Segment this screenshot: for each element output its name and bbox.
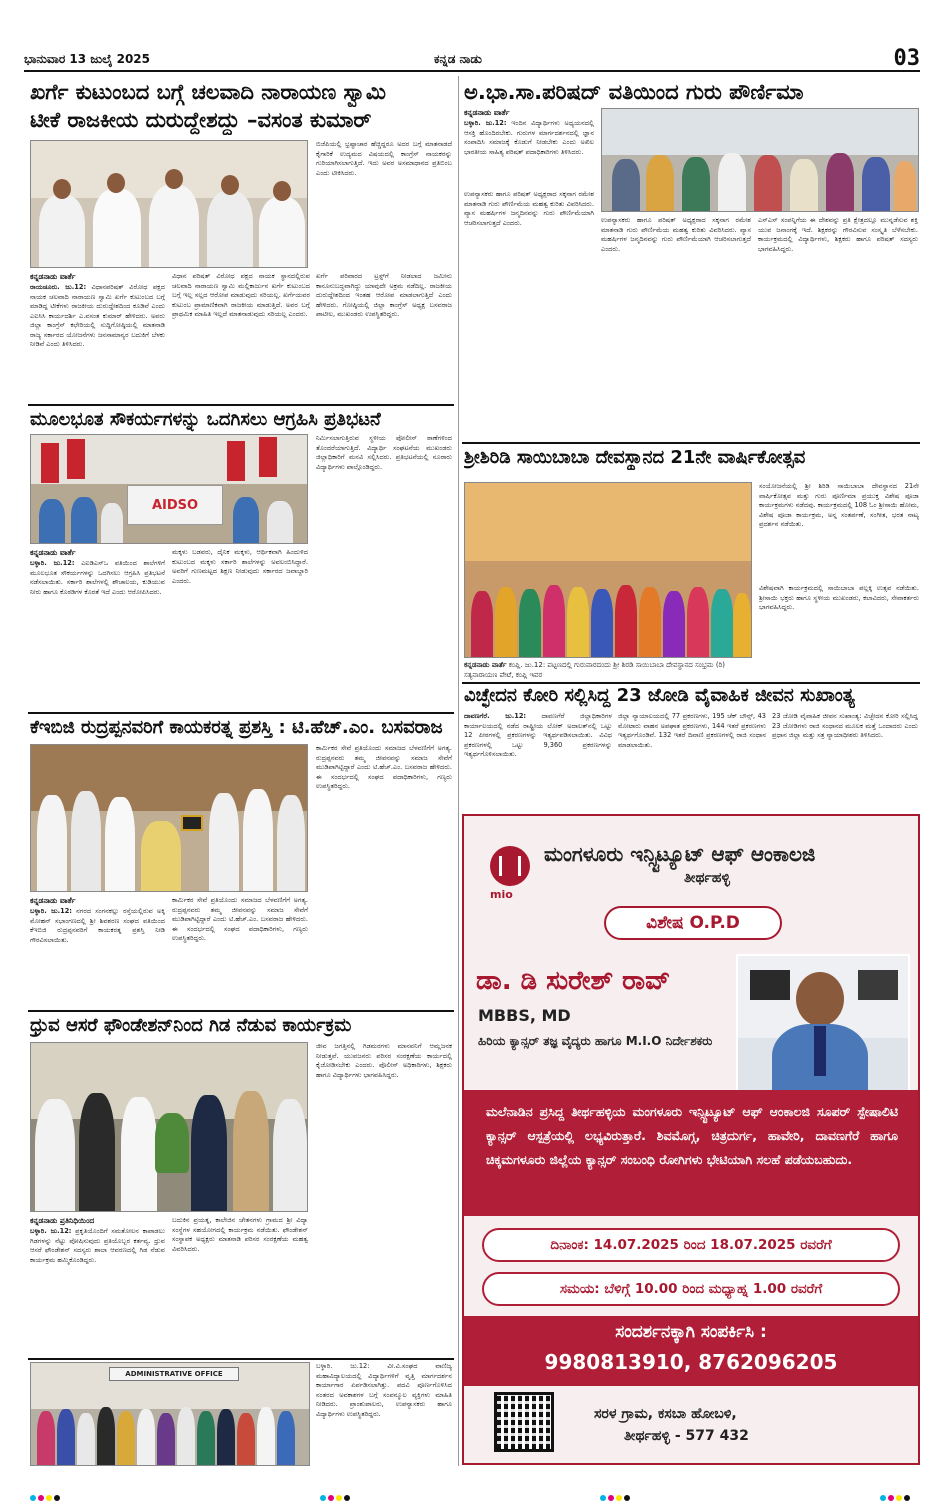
page-number: 03 xyxy=(893,46,920,71)
a3-photo xyxy=(30,434,308,544)
a5-col-2 xyxy=(618,712,766,804)
a6-col-2 xyxy=(172,896,308,1008)
column-divider xyxy=(458,76,459,1466)
mio-logo-icon xyxy=(490,846,530,886)
ad-institute-name: ಮಂಗಳೂರು ಇನ್ಸ್ಟಿಟ್ಯೂಟ್ ಆಫ್ ಆಂಕಾಲಜಿ xyxy=(544,842,816,866)
section-rule xyxy=(28,1358,454,1360)
a8-office-sign: ADMINISTRATIVE OFFICE xyxy=(109,1367,239,1381)
a3-body-1: ಎಐಡಿಎಸ್‌ಒ ವತಿಯಿಂದ ಶಾಲೆಗಳಿಗೆ ಮೂಲಭೂತ ಸೌಕರ್ಯಗಳನ್ನು ಒದಗಿಸಲು ಆಗ್ರಹಿಸಿ ಪ್ರತಿಭಟನೆ ನಡೆಸಲಾಯಿತು. ಸರ್ಕಾರಿ ಶಾಲೆಗಳಲ್ಲಿ ಶೌಚಾಲಯ, ಕುಡಿಯುವ ನೀರು ಹಾಗೂ ಕೊಠಡಿಗಳ ಕೊರತೆ ಇದೆ ಎಂದು ಆರೋಪಿಸಿದರು. xyxy=(30,559,165,596)
a3-body-2: ಮಕ್ಕಳು ಬಡವರು, ದೈನಿಕ ಮಕ್ಕಳು, ಆರ್ಥಿಕವಾಗಿ ಹಿಂದುಳಿದ ಕುಟುಂಬದ ಮಕ್ಕಳು ಸರ್ಕಾರಿ ಶಾಲೆಗಳನ್ನು ಅವಲಂಬಿಸಿದ್ದಾರೆ. ಅವರಿಗೆ ಗುಣಮಟ್ಟದ ಶಿಕ್ಷಣ ನೀಡುವುದು ಸರ್ಕಾರದ ಜವಾಬ್ದಾರಿ ಎಂದರು. xyxy=(172,548,308,585)
a2-body-2: ಉಪನ್ಯಾಸಕರು ಹಾಗೂ ಪರಿಷತ್ ಅಧ್ಯಕ್ಷರಾದ ಸಕ್ಕನಾಗ ರಮೇಶ ಮಾತನಾಡಿ ಗುರು ಪೌರ್ಣಿಮೆಯ ಮಹತ್ವ ಕುರಿತು ವಿವರಿಸಿದರು. ವ್ಯಾಸ ಮಹರ್ಷಿಗಳ ಜನ್ಮದಿನವನ್ನು ಗುರು ಪೌರ್ಣಿಮೆಯಾಗಿ ಆಚರಿಸಲಾಗುತ್ತದೆ ಎಂದರು. xyxy=(464,190,594,227)
ad-description: ಮಲೆನಾಡಿನ ಪ್ರಸಿದ್ದ ತೀರ್ಥಹಳ್ಳಿಯ ಮಂಗಳೂರು ಇನ್ಸ್ಟಿಟ್ಯೂಟ್ ಆಫ್ ಆಂಕಾಲಜಿ ಸೂಪರ್ ಸ್ಪೇಷಾಲಿಟಿ ಕ್ಯಾನ್ಸರ್ ಆಸ್ಪತ್ರೆಯಲ್ಲಿ ಲಭ್ಯವಿರುತ್ತಾರೆ. ಶಿವಮೊಗ್ಗ, ಚಿತ್ರದುರ್ಗ, ಹಾವೇರಿ, ದಾವಣಗೆರೆ ಹಾಗೂ ಚಿಕ್ಕಮಗಳೂರು ಜಿಲ್ಲೆಯ ಕ್ಯಾನ್ಸರ್ ಸಂಬಂಧಿ ರೋಗಿಗಳು ಭೇಟಿಯಾಗಿ ಸಲಹೆ ಪಡೆಯಬಹುದು. xyxy=(486,1104,898,1167)
paper-name: ಕನ್ನಡ ನಾಡು xyxy=(434,52,482,66)
a3-headline: ಮೂಲಭೂತ ಸೌಕರ್ಯಗಳನ್ನು ಒದಗಿಸಲು ಆಗ್ರಹಿಸಿ ಪ್ರತಿಭಟನೆ xyxy=(30,409,381,430)
a4-photo xyxy=(464,482,752,658)
a5-body-2: ಜಿಲ್ಲಾ ನ್ಯಾಯಾಲಯದಲ್ಲಿ 77 ಪ್ರಕರಣಗಳು, 195 ಚೆಕ್ ಬೌನ್ಸ್, 43 ಮೋಟಾರು ವಾಹನ ಅಪಘಾತ ಪ್ರಕರಣಗಳು, 144 ಇತರೆ ಪ್ರಕರಣಗಳು ಇತ್ಯರ್ಥಗೊಂಡಿವೆ. 132 ಇತರೆ ದಿವಾಣಿ ಪ್ರಕರಣಗಳಲ್ಲಿ ರಾಜಿ ಸಂಧಾನ ಮಾಡಲಾಯಿತು. xyxy=(618,712,766,749)
section-rule xyxy=(28,712,454,714)
a1-body-2: ವಿಧಾನ ಪರಿಷತ್ ವಿರೋಧ ಪಕ್ಷದ ನಾಯಕ ಸ್ಥಾನದಲ್ಲಿರುವ ಚಲವಾದಿ ನಾರಾಯಣ ಸ್ವಾಮಿ ಮಲ್ಲಿಕಾರ್ಜುನ ಖರ್ಗೆ ಕುಟುಂಬದ ಬಗ್ಗೆ ಇಲ್ಲ ಸಲ್ಲದ ಆರೋಪ ಮಾಡುವುದು ಸರಿಯಲ್ಲ. ಖರ್ಗೆಯವರ ಕುಟುಂಬ ಪ್ರಾಮಾಣಿಕವಾಗಿ ರಾಜಕೀಯ ಮಾಡುತ್ತಿದೆ. ಅವರ ಬಗ್ಗೆ ಪ್ರಾಥಮಿಕ ಮಾಹಿತಿ ಇಲ್ಲದೆ ಮಾತನಾಡುವುದು ಸರಿಯಲ್ಲ ಎಂದರು. xyxy=(172,272,310,318)
a4-caption-text: ಕಂಪ್ಲಿ. ಜು.12: ಪಟ್ಟಣದಲ್ಲಿ ಗುರುವಾರದಂದು ಶ್ರೀ ಶಿರಡಿ ಸಾಯಿಬಾಬಾ ದೇವಸ್ಥಾನದ ಸಂಭ್ರಮ (ರಿ) ಸತ್ಯನಾರಾಯಣ ಪೇಟೆ, ಕಂಪ್ಲಿ ಇವರ xyxy=(464,661,725,679)
ad-opd-badge: ವಿಶೇಷ O.P.D xyxy=(604,906,782,940)
a6-headline: ಕೆಇಬಿಜಿ ರುದ್ರಪ್ಪನವರಿಗೆ ಕಾಯಕರತ್ನ ಪ್ರಶಸ್ತಿ : ಟಿ.ಹೆಚ್.ಎಂ. ಬಸವರಾಜ xyxy=(30,717,443,738)
a2-body-2b: ಉಪನ್ಯಾಸಕರು ಹಾಗೂ ಪರಿಷತ್ ಅಧ್ಯಕ್ಷರಾದ ಸಕ್ಕನಾಗ ರಮೇಶ ಮಾತನಾಡಿ ಗುರು ಪೌರ್ಣಿಮೆಯ ಮಹತ್ವ ಕುರಿತು ವಿವರಿಸಿದರು. ವ್ಯಾಸ ಮಹರ್ಷಿಗಳ ಜನ್ಮದಿನವನ್ನು ಗುರು ಪೌರ್ಣಿಮೆಯಾಗಿ ಆಚರಿಸಲಾಗುತ್ತದೆ ಎಂದರು. xyxy=(601,216,751,253)
a7-dateline: ಬಳ್ಳಾರಿ. ಜು.12: xyxy=(30,1227,72,1235)
a4-col-3 xyxy=(759,584,919,680)
a4-body-2: ವಿಶೇಷವಾಗಿ ಕಾರ್ಯಕ್ರಮದಲ್ಲಿ ಸಾಯಿಬಾಬಾ ಪಲ್ಲಕ್ಕಿ ಉತ್ಸವ ನಡೆಯಿತು. ಶ್ರೀಸಾಯಿ ಭಕ್ತರು ಹಾಗೂ ಸ್ಥಳೀಯ ಮುಖಂಡರು, ಕಲಾವಿದರು, ಸೇವಾಕರ್ತರು ಭಾಗವಹಿಸಿದ್ದರು. xyxy=(759,584,919,611)
print-registration-marks xyxy=(320,1486,352,1496)
a7-body-1: ಪ್ರಕೃತಿಯೊಂದಿಗೆ ಸಮತೋಲನ ಕಾಪಾಡಲು ಗಿಡಗಳನ್ನು ನೆಟ್ಟು ಪೋಷಿಸುವುದು ಪ್ರತಿಯೊಬ್ಬರ ಕರ್ತವ್ಯ. ಧ್ರುವ ಆಸರೆ ಫೌಂಡೇಶನ್ ಸದಸ್ಯರು ಶಾಲಾ ಆವರಣದಲ್ಲಿ ಗಿಡ ನೆಡುವ ಕಾರ್ಯಕ್ರಮ ಹಮ್ಮಿಕೊಂಡಿದ್ದರು. xyxy=(30,1227,165,1264)
a5-dateline: ದಾವಣಗೆರೆ. ಜು.12: xyxy=(464,712,527,720)
a6-col-1 xyxy=(30,896,165,1008)
a1-dateline: ರಾಯಚೂರು. ಜು.12: xyxy=(30,283,87,291)
a3-col-2 xyxy=(172,548,308,708)
print-registration-marks xyxy=(880,1486,912,1496)
a1-headline-line2: ಟೀಕೆ ರಾಜಕೀಯ ದುರುದ್ದೇಶದ್ದು –ವಸಂತ ಕುಮಾರ್ xyxy=(30,108,372,132)
a1-body-3: ಬಿಜೆಪಿಯಲ್ಲಿ ಭ್ರಷ್ಟಾಚಾರ ಹೆಚ್ಚಿದ್ದರೂ ಅದರ ಬಗ್ಗೆ ಮಾತನಾಡದೆ ಕೈಗಾರಿಕೆ ಉದ್ಯಮದ ವಿಷಯದಲ್ಲಿ ಕಾಂಗ್ರೆಸ್ ನಾಯಕರನ್ನು ಗುರಿಯಾಗಿಸಲಾಗುತ್ತಿದೆ. ಇದು ಅವರ ಅಸಮಾಧಾನದ ಪ್ರತಿಬಿಂಬ ಎಂದು ಟೀಕಿಸಿದರು. xyxy=(316,140,452,177)
a3-dateline: ಬಳ್ಳಾರಿ. ಜು.12: xyxy=(30,559,75,567)
a3-col-1 xyxy=(30,548,165,708)
a4-col-2 xyxy=(759,482,919,582)
a5-col-1 xyxy=(464,712,612,804)
section-rule xyxy=(28,404,454,406)
section-rule xyxy=(28,1010,454,1012)
a5-headline: ವಿಚ್ಛೇದನ ಕೋರಿ ಸಲ್ಲಿಸಿದ್ದ 23 ಜೋಡಿ ವೈವಾಹಿಕ ಜೀವನ ಸುಖಾಂತ್ಯ xyxy=(464,685,855,706)
a7-body-3: ಜೀವ ಜಗತ್ತಿನಲ್ಲಿ ಗಿಡಮರಗಳು ಮಾನವನಿಗೆ ಆಮ್ಲಜನಕ ನೀಡುತ್ತವೆ. ಯುವಜನರು ಪರಿಸರ ಸಂರಕ್ಷಣೆಯ ಕಾರ್ಯದಲ್ಲಿ ಕೈಜೋಡಿಸಬೇಕು ಎಂದರು. ಪೊಲೀಸ್ ಅಧಿಕಾರಿಗಳು, ಶಿಕ್ಷಕರು ಹಾಗೂ ವಿದ್ಯಾರ್ಥಿಗಳು ಭಾಗವಹಿಸಿದ್ದರು. xyxy=(316,1042,452,1079)
ad-doctor-photo xyxy=(736,954,910,1094)
a2-byline: ಕನ್ನಡನಾಡು ವಾರ್ತೆ xyxy=(464,108,510,117)
ad-address-line2: ತೀರ್ಥಹಳ್ಳಿ - 577 432 xyxy=(624,1428,749,1444)
a8-col xyxy=(316,1362,452,1466)
a7-col-1 xyxy=(30,1216,165,1356)
a3-byline: ಕನ್ನಡನಾಡು ವಾರ್ತೆ xyxy=(30,548,76,557)
a6-body-1: ನಗರದ ಸಂಗನಕಲ್ಲು ರಸ್ತೆಯಲ್ಲಿರುವ ಅಕ್ಕಿ ಮೋಹನ್ ಸಭಾಂಗಣದಲ್ಲಿ ಶ್ರೀ ಶಿವಶರಣ ಸಂಘದ ವತಿಯಿಂದ ಕೆಇಬಿಜಿ ರುದ್ರಪ್ಪನವರಿಗೆ ಕಾಯಕರತ್ನ ಪ್ರಶಸ್ತಿ ನೀಡಿ ಗೌರವಿಸಲಾಯಿತು. xyxy=(30,907,165,944)
a1-col-1 xyxy=(30,272,165,410)
ad-address-line1: ಸರಳ ಗ್ರಾಮ, ಕಸಬಾ ಹೋಬಳಿ, xyxy=(594,1406,737,1422)
a4-caption xyxy=(464,660,752,680)
a4-byline: ಕನ್ನಡನಾಡು ವಾರ್ತೆ xyxy=(464,661,507,669)
a6-body-2b: ಕಾರ್ಮಿಕರ ಸೇವೆ ಪ್ರತಿಯೊಂದು ಸಮಾಜದ ಬೆಳವಣಿಗೆಗೆ ಅಗತ್ಯ. ರುದ್ರಪ್ಪನವರು ತಮ್ಮ ಜೀವನವನ್ನು ಸಮಾಜ ಸೇವೆಗೆ ಮುಡಿಪಾಗಿಟ್ಟಿದ್ದಾರೆ ಎಂದು ಟಿ.ಹೆಚ್.ಎಂ. ಬಸವರಾಜ ಹೇಳಿದರು. ಈ ಸಂದರ್ಭದಲ್ಲಿ ಸಂಘದ ಪದಾಧಿಕಾರಿಗಳು, ಗಣ್ಯರು ಉಪಸ್ಥಿತರಿದ್ದರು. xyxy=(316,744,452,790)
a1-body-1: ವಿಧಾನಪರಿಷತ್ ವಿರೋಧ ಪಕ್ಷದ ನಾಯಕ ಚಲವಾದಿ ನಾರಾಯಣ ಸ್ವಾಮಿ ಖರ್ಗೆ ಕುಟುಂಬದ ಬಗ್ಗೆ ಮಾಡಿದ್ದ ಟೀಕೆಗಳು ರಾಜಕೀಯ ದುರುದ್ದೇಶದಿಂದ ಕೂಡಿವೆ ಎಂದು ಎಐಸಿಸಿ ಕಾರ್ಯದರ್ಶಿ ಎ.ವಸಂತ ಕುಮಾರ್ ಹೇಳಿದರು. ಅವರು ಜಿಲ್ಲಾ ಕಾಂಗ್ರೆಸ್ ಕಛೇರಿಯಲ್ಲಿ ಸುದ್ದಿಗೋಷ್ಠಿಯಲ್ಲಿ ಮಾತನಾಡಿ ರಾಜ್ಯ ಸರ್ಕಾರದ ಯೋಜನೆಗಳು ಜನಸಾಮಾನ್ಯರ ಬದುಕಿಗೆ ಬೆಳಕು ನೀಡಿವೆ ಎಂದು ತಿಳಿಸಿದರು. xyxy=(30,283,165,348)
ad-contact-label: ಸಂದರ್ಶನಕ್ಕಾಗಿ ಸಂಪರ್ಕಿಸಿ : xyxy=(615,1322,767,1342)
section-rule xyxy=(462,442,920,444)
ad-brand-short: mio xyxy=(490,888,513,901)
ad-doctor-name: ಡಾ. ಡಿ ಸುರೇಶ್ ರಾವ್ xyxy=(476,966,671,996)
a4-body-1: ಸಂಯೋಜನೆಯಲ್ಲಿ ಶ್ರೀ ಶಿರಿಡಿ ಸಾಯಿಬಾಬಾ ದೇವಸ್ಥಾನದ 21ನೇ ವಾರ್ಷಿಕೋತ್ಸವ ಮತ್ತು ಗುರು ಪೂರ್ಣಿಮಾ ಪ್ರಯುಕ್ತ ವಿಶೇಷ ಪೂಜಾ ಕಾರ್ಯಕ್ರಮಗಳು ನಡೆದವು. ಕಾರ್ಯಕ್ರಮದಲ್ಲಿ 108 ಓಂ ಶ್ರೀಸಾಯಿ ಹೋಮ, ವಿಶೇಷ ಪೂಜಾ ಕಾರ್ಯಕ್ರಮ, ಅನ್ನ ಸಂತರ್ಪಣೆ, ಸಂಗೀತ, ಭರತ ನಾಟ್ಯ ಪ್ರದರ್ಶನ ನಡೆಯಿತು. xyxy=(759,482,919,528)
a5-body-3: 23 ಜೋಡಿ ವೈವಾಹಿಕ ಜೀವನ ಸುಖಾಂತ್ಯ: ವಿಚ್ಛೇದನ ಕೋರಿ ಸಲ್ಲಿಸಿದ್ದ 23 ಜೋಡಿಗಳು ರಾಜಿ ಸಂಧಾನದ ಮೂಲಕ ಮತ್ತೆ ಒಂದಾದರು ಎಂದು ಪ್ರಧಾನ ಜಿಲ್ಲಾ ಮತ್ತು ಸತ್ರ ನ್ಯಾಯಾಧೀಶರು ತಿಳಿಸಿದರು. xyxy=(772,712,918,739)
a6-photo xyxy=(30,744,308,892)
a1-body-4: ಖರ್ಗೆ ಪರಿವಾರದ ಟ್ರಸ್ಟ್‌ಗೆ ನೀಡಲಾದ ಜಮೀನು ಕಾನೂನುಬದ್ಧವಾಗಿದ್ದು ಯಾವುದೇ ಅಕ್ರಮ ನಡೆದಿಲ್ಲ. ರಾಜಕೀಯ ದುರುದ್ದೇಶದಿಂದ ಇಂತಹ ಆರೋಪ ಮಾಡಲಾಗುತ್ತಿದೆ ಎಂದು ಹೇಳಿದರು. ಗೋಷ್ಠಿಯಲ್ಲಿ ಜಿಲ್ಲಾ ಕಾಂಗ್ರೆಸ್ ಅಧ್ಯಕ್ಷ ಬಸವರಾಜ ಪಾಟೀಲ, ಮುಖಂಡರು ಉಪಸ್ಥಿತರಿದ್ದರು. xyxy=(316,272,452,318)
ad-time: ಸಮಯ: ಬೆಳಿಗ್ಗೆ 10.00 ರಿಂದ ಮಧ್ಯಾಹ್ನ 1.00 ರವರೆಗೆ xyxy=(482,1272,900,1306)
a1-byline: ಕನ್ನಡನಾಡು ವಾರ್ತೆ xyxy=(30,272,76,281)
ad-town: ತೀರ್ಥಹಳ್ಳಿ xyxy=(684,870,730,886)
a2-body-3: ಎಸ್ಎಸ್ ಸಂಪನ್ನಿಗೆಯ ಈ ದೇಶವನ್ನು ಪ್ರತಿ ಕ್ಷೇತ್ರದಲ್ಲೂ ಮುನ್ನಡೆಸುವ ಶಕ್ತಿ ಯುವ ಜನಾಂಗಕ್ಕೆ ಇದೆ. ಶಿಕ್ಷಕರನ್ನು ಗೌರವಿಸುವ ಸಂಸ್ಕೃತಿ ಬೆಳೆಸಬೇಕು. ಕಾರ್ಯಕ್ರಮದಲ್ಲಿ ವಿದ್ಯಾರ್ಥಿಗಳು, ಶಿಕ್ಷಕರು ಹಾಗೂ ಪರಿಷತ್ ಸದಸ್ಯರು ಭಾಗವಹಿಸಿದ್ದರು. xyxy=(758,216,918,253)
a7-photo xyxy=(30,1042,308,1212)
a3-banner: AIDSO xyxy=(127,485,223,525)
print-registration-marks xyxy=(30,1486,62,1496)
a1-photo xyxy=(30,140,308,268)
a5-col-3 xyxy=(772,712,918,804)
a3-body-3: ನಿರ್ಮಿಸಲಾಗುತ್ತಿರುವ ಸ್ಥಳೀಯ ಪೋಲೀಸ್ ಠಾಣೆಗಳಿಂದ ತೊಂದರೆಯಾಗುತ್ತಿದೆ. ವಿದ್ಯಾರ್ಥಿ ಸಂಘಟನೆಯ ಮುಖಂಡರು ಜಿಲ್ಲಾಧಿಕಾರಿಗೆ ಮನವಿ ಸಲ್ಲಿಸಿದರು. ಪ್ರತಿಭಟನೆಯಲ್ಲಿ ನೂರಾರು ವಿದ್ಯಾರ್ಥಿಗಳು ಪಾಲ್ಗೊಂಡಿದ್ದರು. xyxy=(316,434,452,471)
a6-col-3 xyxy=(316,744,452,1008)
page-header xyxy=(24,46,920,72)
print-registration-marks xyxy=(600,1486,632,1496)
ad-description-band xyxy=(464,1090,918,1216)
a2-headline: ಅ.ಭಾ.ಸಾ.ಪರಿಷದ್ ವತಿಯಿಂದ ಗುರು ಪೌರ್ಣಿಮಾ xyxy=(464,80,804,104)
a3-col-3 xyxy=(316,434,452,708)
a7-byline: ಕನ್ನಡನಾಡು ಪ್ರತಿನಿಧಿಯಿಂದ xyxy=(30,1216,95,1225)
a1-col-2 xyxy=(172,272,310,410)
issue-date: ಭಾನುವಾರ 13 ಜುಲೈ 2025 xyxy=(24,52,150,66)
a2-col-1 xyxy=(464,108,594,188)
a2-col-3 xyxy=(758,216,918,438)
ad-dates: ದಿನಾಂಕ: 14.07.2025 ರಿಂದ 18.07.2025 ರವರೆಗೆ xyxy=(482,1228,900,1262)
a8-body-1: ಬಳ್ಳಾರಿ. ಜು.12: ವೀ.ವಿ.ಸಂಘದ ವಾಣಿಜ್ಯ ಮಹಾವಿದ್ಯಾಲಯದಲ್ಲಿ ವಿದ್ಯಾರ್ಥಿಗಳಿಗೆ ವೃತ್ತಿ ಮಾರ್ಗದರ್ಶನ ಕಾರ್ಯಾಗಾರ ಏರ್ಪಡಿಸಲಾಗಿತ್ತು. ಪದವಿ ಪೂರ್ಣಗೊಳಿಸಿದ ನಂತರದ ಅವಕಾಶಗಳ ಬಗ್ಗೆ ಸಂಪನ್ಮೂಲ ವ್ಯಕ್ತಿಗಳು ಮಾಹಿತಿ ನೀಡಿದರು. ಪ್ರಾಂಶುಪಾಲರು, ಉಪನ್ಯಾಸಕರು ಹಾಗೂ ವಿದ್ಯಾರ್ಥಿಗಳು ಉಪಸ್ಥಿತರಿದ್ದರು. xyxy=(316,1362,452,1418)
ad-doctor-degree: MBBS, MD xyxy=(478,1006,571,1025)
a1-headline-line1: ಖರ್ಗೆ ಕುಟುಂಬದ ಬಗ್ಗೆ ಚಲವಾದಿ ನಾರಾಯಣ ಸ್ವಾಮಿ xyxy=(30,80,386,104)
a2-col-1b xyxy=(464,190,594,438)
a4-headline: ಶ್ರೀಶಿರಿಡಿ ಸಾಯಿಬಾಬಾ ದೇವಸ್ಥಾನದ 21ನೇ ವಾರ್ಷಿಕೋತ್ಸವ xyxy=(464,447,806,468)
a1-col-3 xyxy=(316,140,452,270)
a5-body-1: ದಾವಣಗೆರೆ ಜಿಲ್ಲಾಧಿಕಾರಿಗಳ ಕಾರ್ಯಾಲಯದಲ್ಲಿ ನಡೆದ ರಾಷ್ಟ್ರೀಯ ಲೋಕ್ ಅದಾಲತ್‌ನಲ್ಲಿ ಒಟ್ಟು 12 ಪೀಠಗಳಲ್ಲಿ ಪ್ರಕರಣಗಳನ್ನು ಇತ್ಯರ್ಥಪಡಿಸಲಾಯಿತು. ವಿವಿಧ ಪ್ರಕರಣಗಳಲ್ಲಿ ಒಟ್ಟು 9,360 ಪ್ರಕರಣಗಳನ್ನು ಇತ್ಯರ್ಥಗೊಳಿಸಲಾಯಿತು. xyxy=(464,712,612,758)
a2-col-2 xyxy=(601,216,751,438)
a7-headline: ಧ್ರುವ ಆಸರೆ ಫೌಂಡೇಶನ್‌ನಿಂದ ಗಿಡ ನೆಡುವ ಕಾರ್ಯಕ್ರಮ xyxy=(30,1015,352,1036)
a6-body-2: ಕಾರ್ಮಿಕರ ಸೇವೆ ಪ್ರತಿಯೊಂದು ಸಮಾಜದ ಬೆಳವಣಿಗೆಗೆ ಅಗತ್ಯ. ರುದ್ರಪ್ಪನವರು ತಮ್ಮ ಜೀವನವನ್ನು ಸಮಾಜ ಸೇವೆಗೆ ಮುಡಿಪಾಗಿಟ್ಟಿದ್ದಾರೆ ಎಂದು ಟಿ.ಹೆಚ್.ಎಂ. ಬಸವರಾಜ ಹೇಳಿದರು. ಈ ಸಂದರ್ಭದಲ್ಲಿ ಸಂಘದ ಪದಾಧಿಕಾರಿಗಳು, ಗಣ್ಯರು ಉಪಸ್ಥಿತರಿದ್ದರು. xyxy=(172,896,308,942)
ad-doctor-role: ಹಿರಿಯ ಕ್ಯಾನ್ಸರ್ ತಜ್ಞ ವೈದ್ಯರು ಹಾಗೂ M.I.O ನಿರ್ದೇಶಕರು xyxy=(478,1034,713,1048)
a8-photo xyxy=(30,1362,310,1466)
a7-col-3 xyxy=(316,1042,452,1356)
a1-col-4 xyxy=(316,272,452,410)
a2-body-1: ಇಂದಿನ ವಿದ್ಯಾರ್ಥಿಗಳು ಅಧ್ಯಯನದಲ್ಲಿ ಆಸಕ್ತಿ ಹೊಂದಿರಬೇಕು. ಗುರುಗಳ ಮಾರ್ಗದರ್ಶನದಲ್ಲಿ ಜ್ಞಾನ ಸಂಪಾದಿಸಿ ಸಮಾಜಕ್ಕೆ ಕೊಡುಗೆ ನೀಡಬೇಕು ಎಂದು ಅಖಿಲ ಭಾರತೀಯ ಸಾಹಿತ್ಯ ಪರಿಷತ್ ಪದಾಧಿಕಾರಿಗಳು ತಿಳಿಸಿದರು. xyxy=(464,119,594,156)
a7-body-2: ಬದುಕಿನ ಪ್ರಯತ್ನ, ಕಾಲೇಜಿನ ಚೇತನಗಳು ಗ್ರಾಮದ ಶ್ರೀ ವಿದ್ಯಾ ಸಂಸ್ಥೆಗಳ ಸಹಯೋಗದಲ್ಲಿ ಕಾರ್ಯಕ್ರಮ ನಡೆಯಿತು. ಫೌಂಡೇಶನ್ ಸಂಸ್ಥಾಪಕ ಅಧ್ಯಕ್ಷರು ಮಾತನಾಡಿ ಪರಿಸರ ಸಂರಕ್ಷಣೆಯ ಮಹತ್ವ ವಿವರಿಸಿದರು. xyxy=(172,1216,308,1253)
a6-dateline: ಬಳ್ಳಾರಿ. ಜು.12: xyxy=(30,907,72,915)
a2-photo xyxy=(601,108,919,212)
a6-byline: ಕನ್ನಡನಾಡು ವಾರ್ತೆ xyxy=(30,896,76,905)
ad-phone-numbers: 9980813910, 8762096205 xyxy=(544,1350,838,1374)
a7-col-2 xyxy=(172,1216,308,1356)
oncology-advertisement xyxy=(462,814,920,1465)
a2-dateline: ಬಳ್ಳಾರಿ. ಜು.12: xyxy=(464,119,507,127)
